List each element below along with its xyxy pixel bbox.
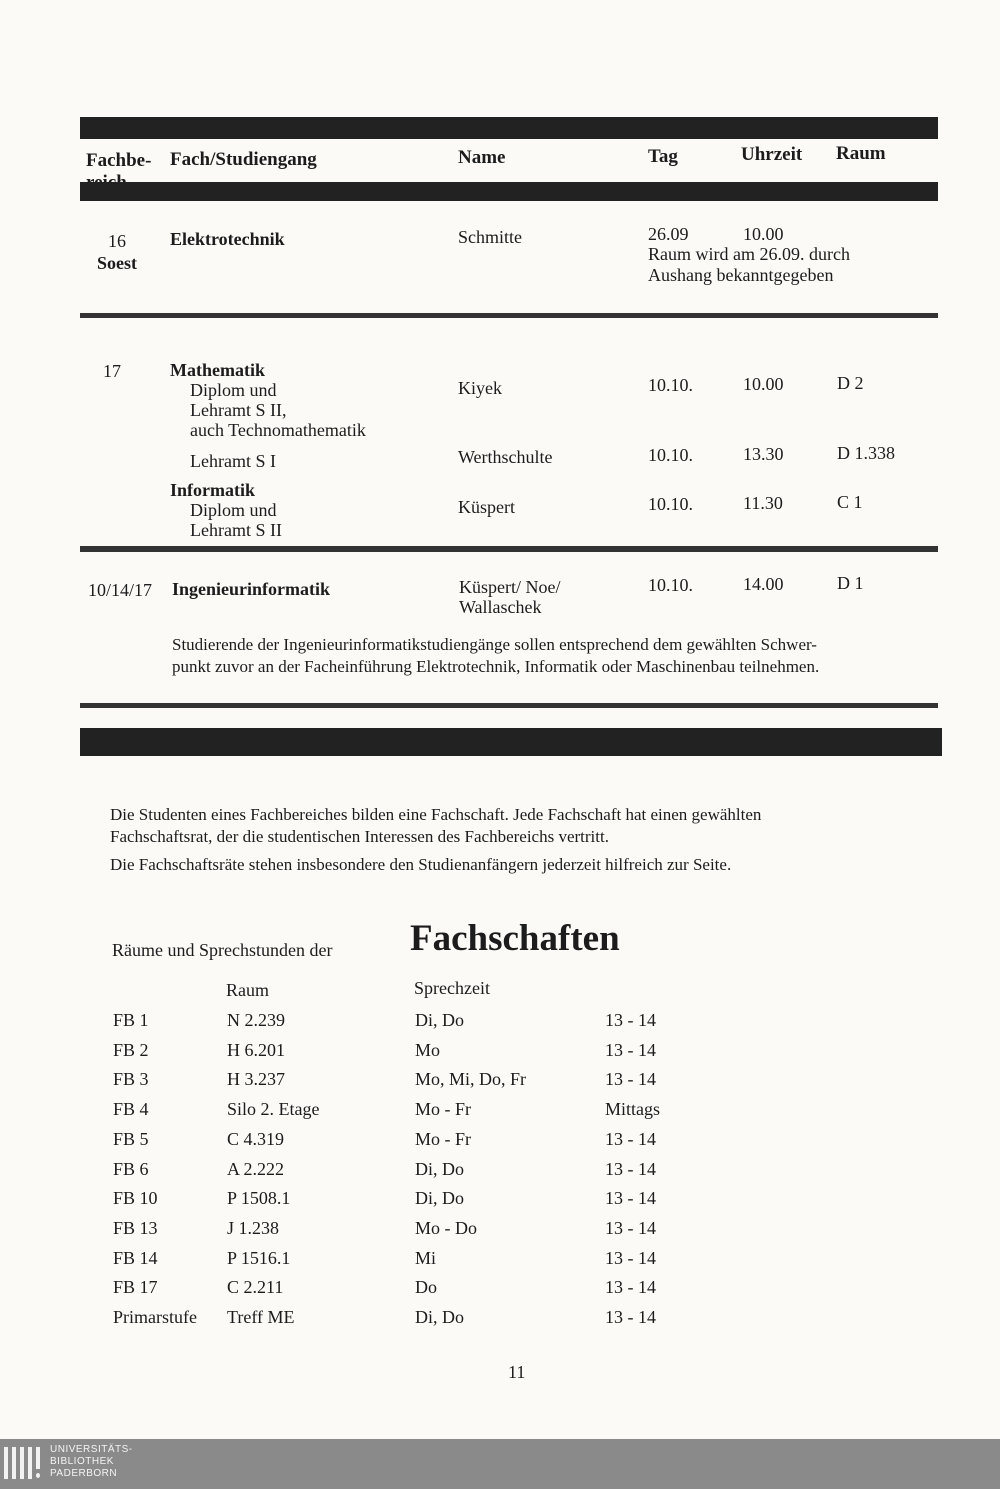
fs-zeit: 13 - 14 <box>605 1040 656 1060</box>
header-tag: Tag <box>648 146 678 167</box>
fs-fb: FB 1 <box>113 1010 149 1030</box>
fb-17: 17 <box>103 361 121 381</box>
header-fach: Fach/Studiengang <box>170 149 317 170</box>
name-schmitte: Schmitte <box>458 227 522 247</box>
fs-sprechtage: Mo - Do <box>415 1218 477 1238</box>
fachschaften-title: Fachschaften <box>410 918 620 959</box>
library-logo-text: UNIVERSITÄTS- BIBLIOTHEK PADERBORN <box>50 1444 133 1479</box>
fachschaften-caption: Räume und Sprechstunden der <box>112 940 333 960</box>
table-row <box>0 1129 1000 1159</box>
fs-sprechtage: Di, Do <box>415 1010 464 1030</box>
table-row <box>0 1307 1000 1337</box>
fs-sprechtage: Di, Do <box>415 1159 464 1179</box>
fs-fb: Primarstufe <box>113 1307 197 1327</box>
table-row <box>0 1010 1000 1040</box>
fs-raum: N 2.239 <box>227 1010 285 1030</box>
fs-fb: FB 2 <box>113 1040 149 1060</box>
header-name: Name <box>458 147 506 168</box>
table-row <box>0 1218 1000 1248</box>
table-row <box>0 1159 1000 1189</box>
name-kuespert: Küspert <box>458 497 515 517</box>
table-row <box>0 1188 1000 1218</box>
fs-raum: P 1516.1 <box>227 1248 291 1268</box>
uhrzeit-ing: 14.00 <box>743 574 784 594</box>
fs-raum: C 4.319 <box>227 1129 285 1149</box>
table-bottom-bar <box>80 728 942 756</box>
fs-fb: FB 17 <box>113 1277 158 1297</box>
uhrzeit-math: 10.00 <box>743 374 784 394</box>
intro-paragraph: Die Studenten eines Fachbereiches bilden eine Fachschaft. Jede Fachschaft hat einen gewählten Fachschaftsrat, der die studentischen Interessen des Fachbereichs vertritt. Die Fachschaftsräte stehen insbesondere den Studienanfängern jederzeit hilfreich zur Seite. <box>110 805 762 874</box>
fs-fb: FB 6 <box>113 1159 149 1179</box>
tag-lehramt: 10.10. <box>648 445 693 465</box>
fach-lehramt-s1: Lehramt S I <box>190 451 276 471</box>
divider-ing <box>80 703 938 708</box>
table-row <box>0 1069 1000 1099</box>
uhrzeit-inf: 11.30 <box>743 493 783 513</box>
raum-math: D 2 <box>837 373 864 393</box>
fs-zeit: 13 - 14 <box>605 1277 656 1297</box>
table-top-bar <box>80 117 938 139</box>
fs-sprechtage: Mo <box>415 1040 441 1060</box>
raum-lehramt: D 1.338 <box>837 443 895 463</box>
fs-raum: J 1.238 <box>227 1218 280 1238</box>
tag-math: 10.10. <box>648 375 693 395</box>
header-uhrzeit: Uhrzeit <box>741 144 803 165</box>
fs-zeit: 13 - 14 <box>605 1248 656 1268</box>
library-footer <box>0 1439 1000 1489</box>
table-row <box>0 1040 1000 1070</box>
fs-zeit: 13 - 14 <box>605 1188 656 1208</box>
fs-raum: A 2.222 <box>227 1159 285 1179</box>
header-bottom-bar <box>80 182 938 201</box>
fs-sprechtage: Mo - Fr <box>415 1129 472 1149</box>
fs-raum: H 3.237 <box>227 1069 285 1089</box>
fb-16: 16 Soest <box>97 231 137 273</box>
fs-sprechtage: Di, Do <box>415 1188 464 1208</box>
table-row <box>0 1248 1000 1278</box>
name-ing: Küspert/ Noe/ Wallaschek <box>459 577 561 617</box>
fs-sprechtage: Mo, Mi, Do, Fr <box>415 1069 527 1089</box>
tag-16: 26.09 <box>648 224 689 244</box>
fs-zeit: 13 - 14 <box>605 1129 656 1149</box>
col-raum: Raum <box>226 980 269 1000</box>
fs-sprechtage: Di, Do <box>415 1307 464 1327</box>
uhrzeit-lehramt: 13.30 <box>743 444 784 464</box>
col-sprechzeit: Sprechzeit <box>414 978 490 998</box>
fs-zeit: Mittags <box>605 1099 661 1119</box>
tag-inf: 10.10. <box>648 494 693 514</box>
fs-fb: FB 5 <box>113 1129 149 1149</box>
fs-raum: Silo 2. Etage <box>227 1099 320 1119</box>
fach-informatik: Informatik Diplom und Lehramt S II <box>170 480 282 540</box>
table-row <box>0 1099 1000 1129</box>
fs-fb: FB 3 <box>113 1069 149 1089</box>
fs-raum: P 1508.1 <box>227 1188 291 1208</box>
table-row <box>0 1277 1000 1307</box>
fs-zeit: 13 - 14 <box>605 1069 656 1089</box>
fs-sprechtage: Do <box>415 1277 437 1297</box>
header-fachbereich: Fachbe- <box>86 150 152 171</box>
fs-fb: FB 13 <box>113 1218 158 1238</box>
name-werthschulte: Werthschulte <box>458 447 553 467</box>
name-kiyek: Kiyek <box>458 378 502 398</box>
fs-fb: FB 14 <box>113 1248 158 1268</box>
header-raum: Raum <box>836 143 886 164</box>
fb-10-14-17: 10/14/17 <box>88 580 153 600</box>
ing-note: Studierende der Ingenieurinformatikstudiengänge sollen entsprechend dem gewählten Schwer- punkt zuvor an der Facheinführung Elektrotechnik, Informatik oder Maschinenbau teilnehmen. <box>172 635 820 676</box>
divider-17 <box>80 546 938 552</box>
fs-raum: C 2.211 <box>227 1277 284 1297</box>
fs-raum: H 6.201 <box>227 1040 285 1060</box>
fs-fb: FB 4 <box>113 1099 149 1119</box>
tag-ing: 10.10. <box>648 575 693 595</box>
fs-zeit: 13 - 14 <box>605 1218 656 1238</box>
fs-zeit: 13 - 14 <box>605 1307 656 1327</box>
raum-note-16: Raum wird am 26.09. durch Aushang bekanntgegeben <box>648 244 850 285</box>
raum-ing: D 1 <box>837 573 864 593</box>
fs-fb: FB 10 <box>113 1188 158 1208</box>
fs-raum: Treff ME <box>227 1307 295 1327</box>
fs-zeit: 13 - 14 <box>605 1159 656 1179</box>
page-number: 11 <box>508 1362 526 1382</box>
fach-elektrotechnik: Elektrotechnik <box>170 229 285 249</box>
divider-16 <box>80 313 938 318</box>
fs-sprechtage: Mo - Fr <box>415 1099 472 1119</box>
fach-ingenieurinformatik: Ingenieurinformatik <box>172 579 331 599</box>
uhrzeit-16: 10.00 <box>743 224 784 244</box>
fs-sprechtage: Mi <box>415 1248 437 1268</box>
raum-inf: C 1 <box>837 492 863 512</box>
fach-mathematik: Mathematik Diplom und Lehramt S II, auch Technomathematik <box>170 360 366 440</box>
fs-zeit: 13 - 14 <box>605 1010 656 1030</box>
